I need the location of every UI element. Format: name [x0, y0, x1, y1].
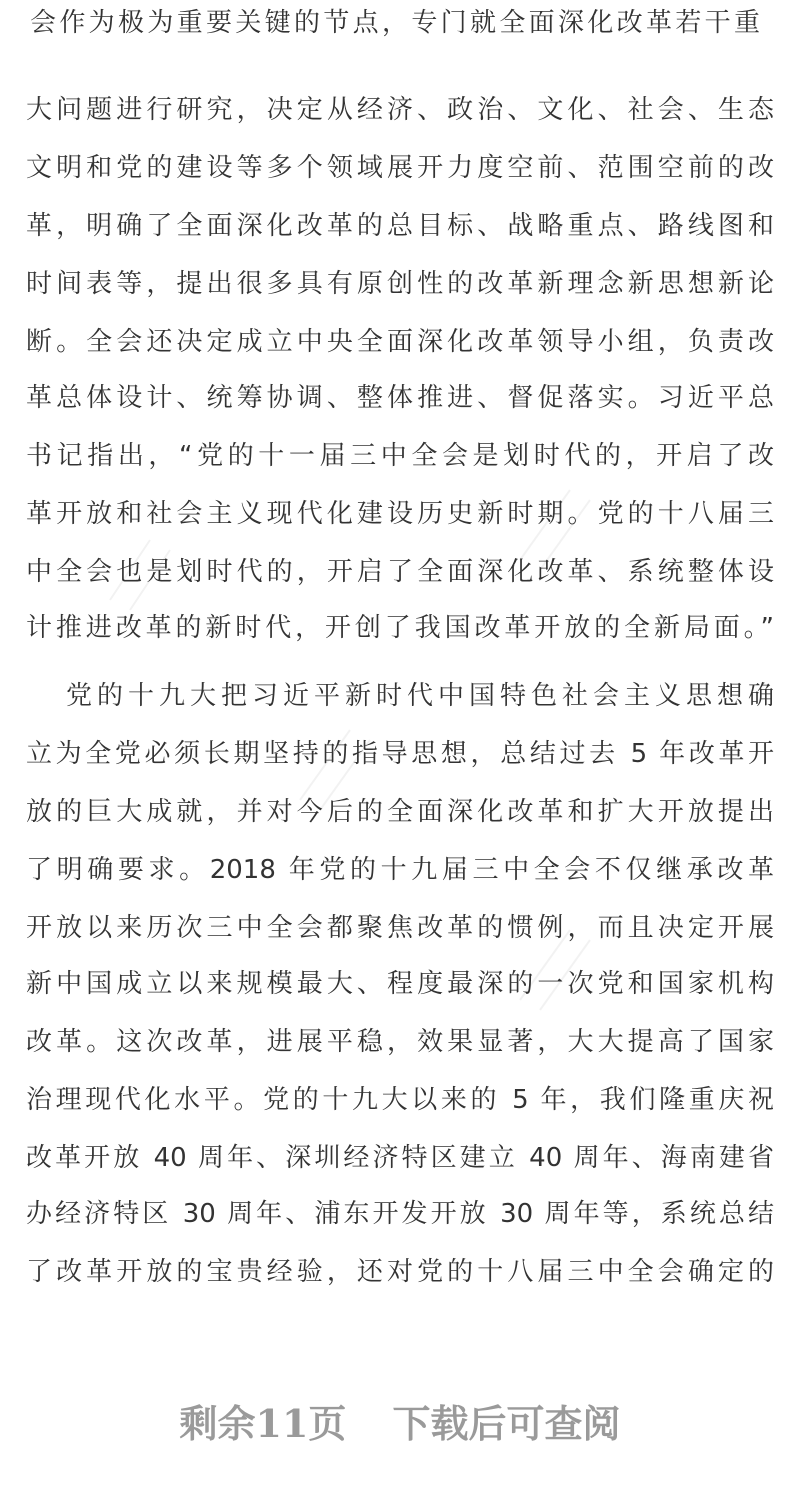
download-to-read-link[interactable]: 下载后可查阅 — [392, 1400, 621, 1446]
text-line: 革开放和社会主义现代化建设历史新时期。党的十八届三 — [26, 499, 774, 529]
text-line: 中全会也是划时代的，开启了全面深化改革、系统整体设 — [26, 557, 774, 587]
text-line: 会作为极为重要关键的节点，专门就全面深化改革若干重 — [30, 8, 760, 38]
text-line: 办经济特区 30 周年、浦东开发开放 30 周年等，系统总结 — [26, 1199, 774, 1229]
text-line: 革总体设计、统筹协调、整体推进、督促落实。习近平总 — [26, 383, 774, 413]
download-prompt-bar[interactable] — [0, 1390, 800, 1450]
text-line: 了改革开放的宝贵经验，还对党的十八届三中全会确定的 — [26, 1257, 774, 1287]
text-line: 放的巨大成就，并对今后的全面深化改革和扩大开放提出 — [26, 797, 774, 827]
text-line: 了明确要求。2018 年党的十九届三中全会不仅继承改革 — [26, 855, 774, 885]
text-line: 书记指出，“党的十一届三中全会是划时代的，开启了改 — [26, 441, 774, 471]
text-line: 大问题进行研究，决定从经济、政治、文化、社会、生态 — [26, 95, 774, 125]
text-line: 立为全党必须长期坚持的指导思想，总结过去 5 年改革开 — [26, 739, 774, 769]
remaining-pages-label: 剩余11页 — [179, 1400, 347, 1446]
text-line: 革，明确了全面深化改革的总目标、战略重点、路线图和 — [26, 211, 774, 241]
text-line: 新中国成立以来规模最大、程度最深的一次党和国家机构 — [26, 969, 774, 999]
paragraph-first-line: 党的十九大把习近平新时代中国特色社会主义思想确 — [66, 681, 774, 711]
text-line: 开放以来历次三中全会都聚焦改革的惯例，而且决定开展 — [26, 913, 774, 943]
text-line: 时间表等，提出很多具有原创性的改革新理念新思想新论 — [26, 269, 774, 299]
text-line: 治理现代化水平。党的十九大以来的 5 年，我们隆重庆祝 — [26, 1085, 774, 1115]
text-line: 文明和党的建设等多个领域展开力度空前、范围空前的改 — [26, 153, 774, 183]
text-line: 计推进改革的新时代，开创了我国改革开放的全新局面。” — [26, 613, 774, 643]
text-line: 改革。这次改革，进展平稳，效果显著，大大提高了国家 — [26, 1027, 774, 1057]
text-line: 断。全会还决定成立中央全面深化改革领导小组，负责改 — [26, 327, 774, 357]
text-line: 改革开放 40 周年、深圳经济特区建立 40 周年、海南建省 — [26, 1143, 774, 1173]
